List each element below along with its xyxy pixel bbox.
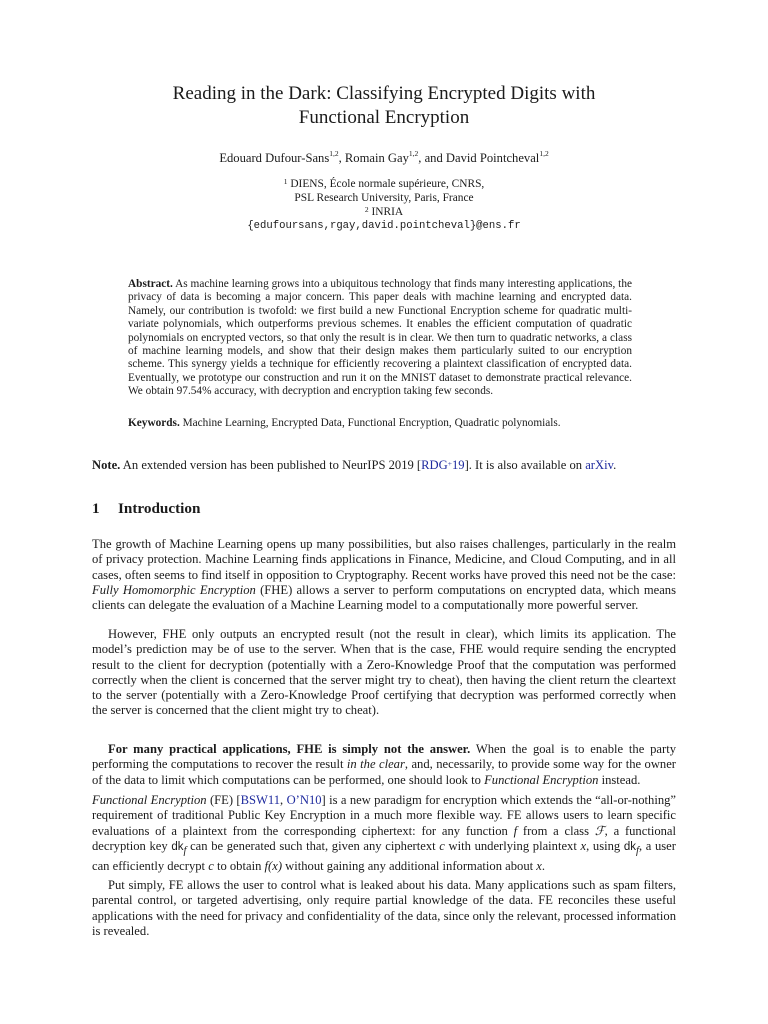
p4-text-f: with underlying plaintext [444,838,581,853]
math-dk-sub-2: f [636,845,639,857]
p4-text-j: without gaining any additional information about [282,858,537,873]
intro-paragraph-4 [92,793,676,874]
note-label: Note. [92,458,121,472]
p2-text: However, FHE only outputs an encrypted result (not the result in clear), which limits its application. The model’s prediction may be of use to the server. When that is the case, FHE would require sending the encrypted result to the client for decryption (potentially with a Zero-Knowledge Proof that the computation was performed correctly when the client is concerned that the server might try to cheat), then having the client return the cleartext to the server (potentially with a Zero-Knowledge Proof certifying that decryption was performed correctly when the server is concerned that the client might try to cheat). [92,627,676,718]
p1-text-a: The growth of Machine Learning opens up many possibilities, but also raises challenges, particularly in the realm of privacy protection. Machine Learning finds applications in Finance, Medicine, and Cloud Computing, and in all cases, often seems to find itself in opposition to Cryptography. Recent works have proved this need not be the case: [92,537,676,582]
affiliations [92,177,676,233]
affil-2-mark: 2 [364,205,369,214]
affil-1-line-2: PSL Research University, Paris, France [294,192,474,204]
intro-paragraph-5 [92,878,676,939]
p4-text-g: , using [586,838,624,853]
affil-2: INRIA [368,206,404,218]
math-dk: dk [171,840,184,853]
intro-paragraph-3 [92,742,676,788]
author-list [92,151,676,166]
keywords-text: Machine Learning, Encrypted Data, Functional Encryption, Quadratic polynomials. [179,417,561,429]
note-text-1: An extended version has been published to NeurIPS 2019 [ [120,458,422,472]
math-fx: f(x) [264,858,283,873]
math-f: f [513,823,518,838]
section-number: 1 [92,500,100,517]
math-c: c [439,838,445,853]
author-3: , and David Pointcheval [418,151,540,165]
p5-text: Put simply, FE allows the user to control what is leaked about his data. Many applications such as spam filters, parental control, or targeted advertising, only require partial knowledge of the data. FE reconciles these useful applications with the need for privacy and confidentiality of the data, since only the relevant, processed information is revealed. [92,878,676,938]
affil-1-line-1: DIENS, École normale supérieure, CNRS, [287,178,485,190]
affil-1-mark: 1 [283,177,288,186]
section-heading [92,500,200,518]
author-2-affil: 1,2 [408,149,419,158]
author-3-affil: 1,2 [539,149,549,158]
p3-text-c: instead. [598,772,641,787]
citation-link-rdg19[interactable] [421,458,464,472]
section-title: Introduction [118,500,201,517]
math-x-2: x [536,858,542,873]
p3-emph-2: Functional Encryption [484,772,599,787]
p4-text-c: from a class [517,823,595,838]
p3-text-b: , and, necessarily, to provide some way for the owner of the data to limit which computations can be performed, one should look to [92,757,676,787]
note-text-2: ]. It is also available on [464,458,586,472]
note-text-3: . [613,458,617,472]
publication-note [92,458,676,473]
author-email: {edufoursans,rgay,david.pointcheval}@ens.fr [247,220,521,232]
p4-text-k: . [541,858,546,873]
p4-sep: , [280,793,287,807]
p4-text-e: can be generated such that, given any ciphertext [186,838,440,853]
arxiv-link[interactable]: arXiv [585,458,614,472]
math-dk-sub: f [183,845,187,857]
keywords [128,417,632,430]
keywords-label: Keywords. [128,417,180,429]
math-x: x [580,838,587,853]
citation-rdg-year: 19 [451,458,465,472]
p1-text-b: (FHE) allows a server to perform computations on encrypted data, which means clients can delegate the evaluation of a Machine Learning model to a computationally more powerful server. [92,582,677,613]
citation-link-on10[interactable]: O’N10 [286,793,322,807]
citation-link-bsw11[interactable]: BSW11 [240,793,281,807]
title-line-2: Functional Encryption [298,107,470,128]
math-c-2: c [208,858,214,873]
intro-paragraph-2 [92,627,676,719]
abstract-text: As machine learning grows into a ubiquitous technology that finds many interesting applications, the privacy of data is becoming a major concern. This paper deals with machine learning and encrypted data. Namely, our contribution is twofold: we first build a new Functional Encryption scheme for quadratic multi-variate polynomials, which outperforms previous schemes. It enables the efficient computation of quadratic polynomials on encrypted vectors, so that only the result is in clear. We then turn to quadratic networks, a class of machine learning models, and show that their design makes them particularly suited to our encryption scheme. This synergy yields a technique for efficiently recovering a plaintext classification of encrypted data. Eventually, we prototype our construction and run it on the MNIST dataset to demonstrate practical relevance. We obtain 97.54% accuracy, with decryption and encryption taking few seconds. [128,278,632,398]
p4-text-d: , a functional decryption key [92,823,676,853]
author-1: Edouard Dufour-Sans [219,151,330,165]
intro-paragraph-1 [92,537,676,613]
p3-text-a: When the goal is to enable the party performing the computations to recover the result [92,742,677,772]
p3-bold: For many practical applications, FHE is simply not the answer. [108,742,471,756]
citation-rdg-plus: + [447,459,452,468]
author-1-affil: 1,2 [329,149,339,158]
p4-emph: Functional Encryption [92,793,207,807]
p4-text-b: ] is a new paradigm for encryption which extends the “all-or-nothing” requirement of traditional Public Key Encryption in a much more flexible way. FE allows users to learn specific evaluations of a plaintext from the corresponding ciphertext: for any function [92,793,677,838]
p3-emph: in the clear [346,757,405,772]
abstract-label: Abstract. [128,278,173,290]
p4-text-a: (FE) [ [206,793,241,807]
author-2: , Romain Gay [338,151,409,165]
citation-rdg-label: RDG [421,458,448,472]
title-line-1: Reading in the Dark: Classifying Encrypted Digits with [172,83,596,104]
abstract [128,278,632,399]
p1-emph: Fully Homomorphic Encryption [92,582,256,597]
p4-text-i: to obtain [213,858,265,873]
paper-title [92,82,676,130]
p4-text-h: , a user can efficiently decrypt [92,838,676,873]
math-dk-2: dk [623,840,637,853]
math-class-f: ℱ [594,823,605,838]
